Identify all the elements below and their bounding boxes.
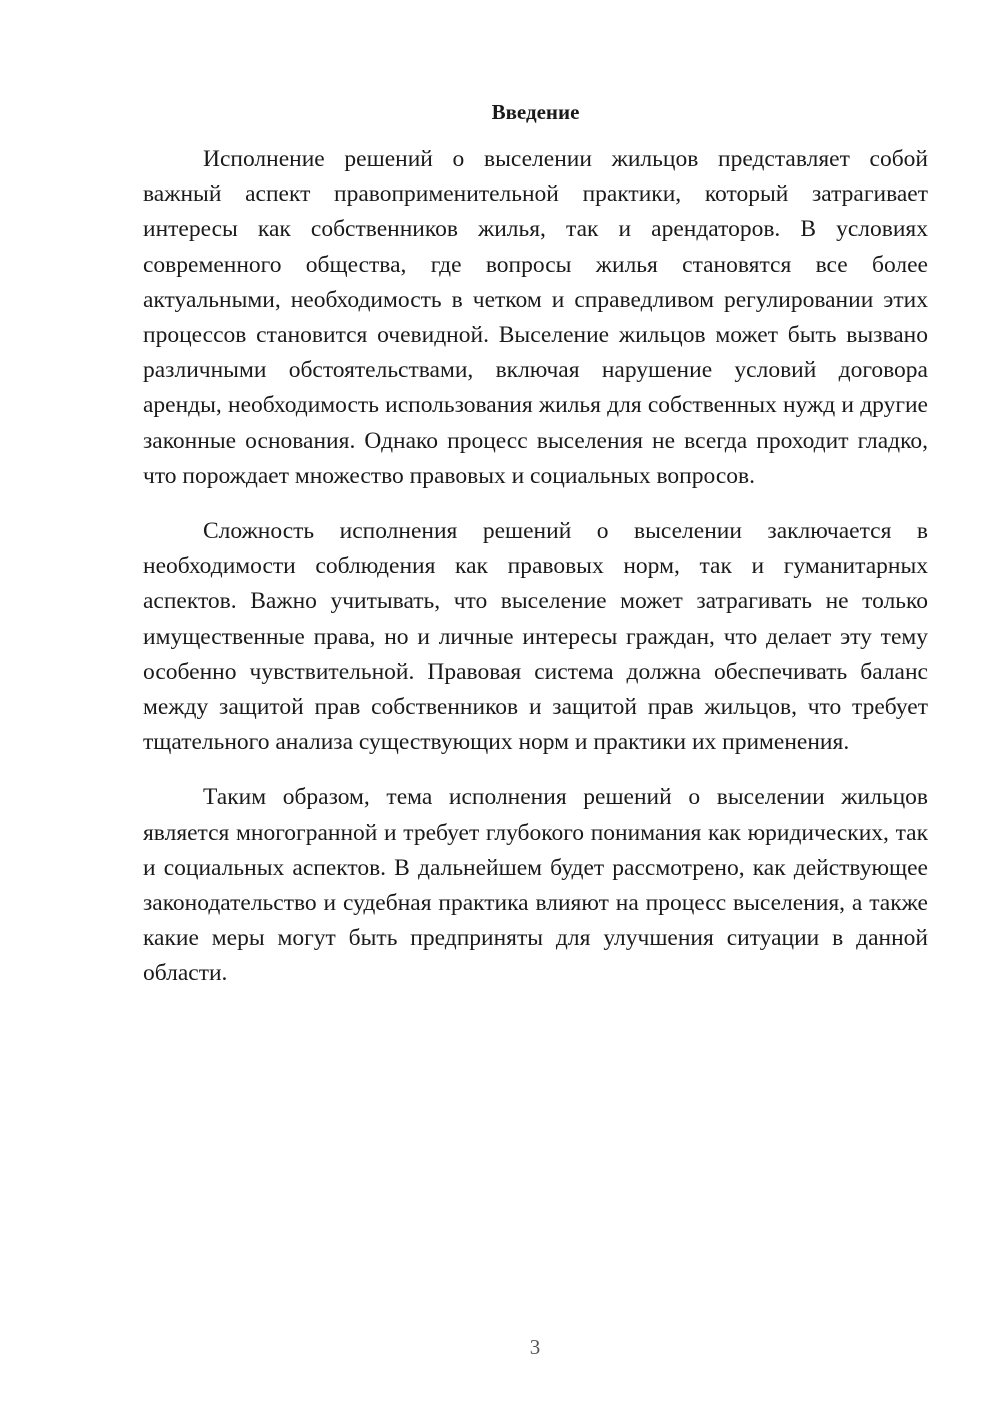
page-number: 3 <box>529 1335 541 1359</box>
paragraph: Таким образом, тема исполнения решений о выселении жильцов является многогранной и требует глубокого понимания как юридических, так и социальных аспектов. В дальнейшем будет рассмотрено, как действующее законодательство и судебная практика влияют на процесс выселения, а также какие меры могут быть предприняты для улучшения ситуации в данной области. <box>143 784 928 987</box>
paragraph: Сложность исполнения решений о выселении заключается в необходимости соблюдения как правовых норм, так и гуманитарных аспектов. Важно учитывать, что выселение может затрагивать не только имущественные права, но и личные интересы граждан, что делает эту тему особенно чувствительной. Правовая система должна обеспечивать баланс между защитой прав собственников и защитой прав жильцов, что требует тщательного анализа существующих норм и практики их применения. <box>143 518 928 756</box>
section-heading: Введение <box>491 100 580 124</box>
body-text <box>143 142 928 1012</box>
paragraph: Исполнение решений о выселении жильцов представляет собой важный аспект правоприменительной практики, который затрагивает интересы как собственников жилья, так и арендаторов. В условиях современного общества, где вопросы жилья становятся все более актуальными, необходимость в четком и справедливом регулировании этих процессов становится очевидной. Выселение жильцов может быть вызвано различными обстоятельствами, включая нарушение условий договора аренды, необходимость использования жилья для собственных нужд и другие законные основания. Однако процесс выселения не всегда проходит гладко, что порождает множество правовых и социальных вопросов. <box>143 146 928 489</box>
